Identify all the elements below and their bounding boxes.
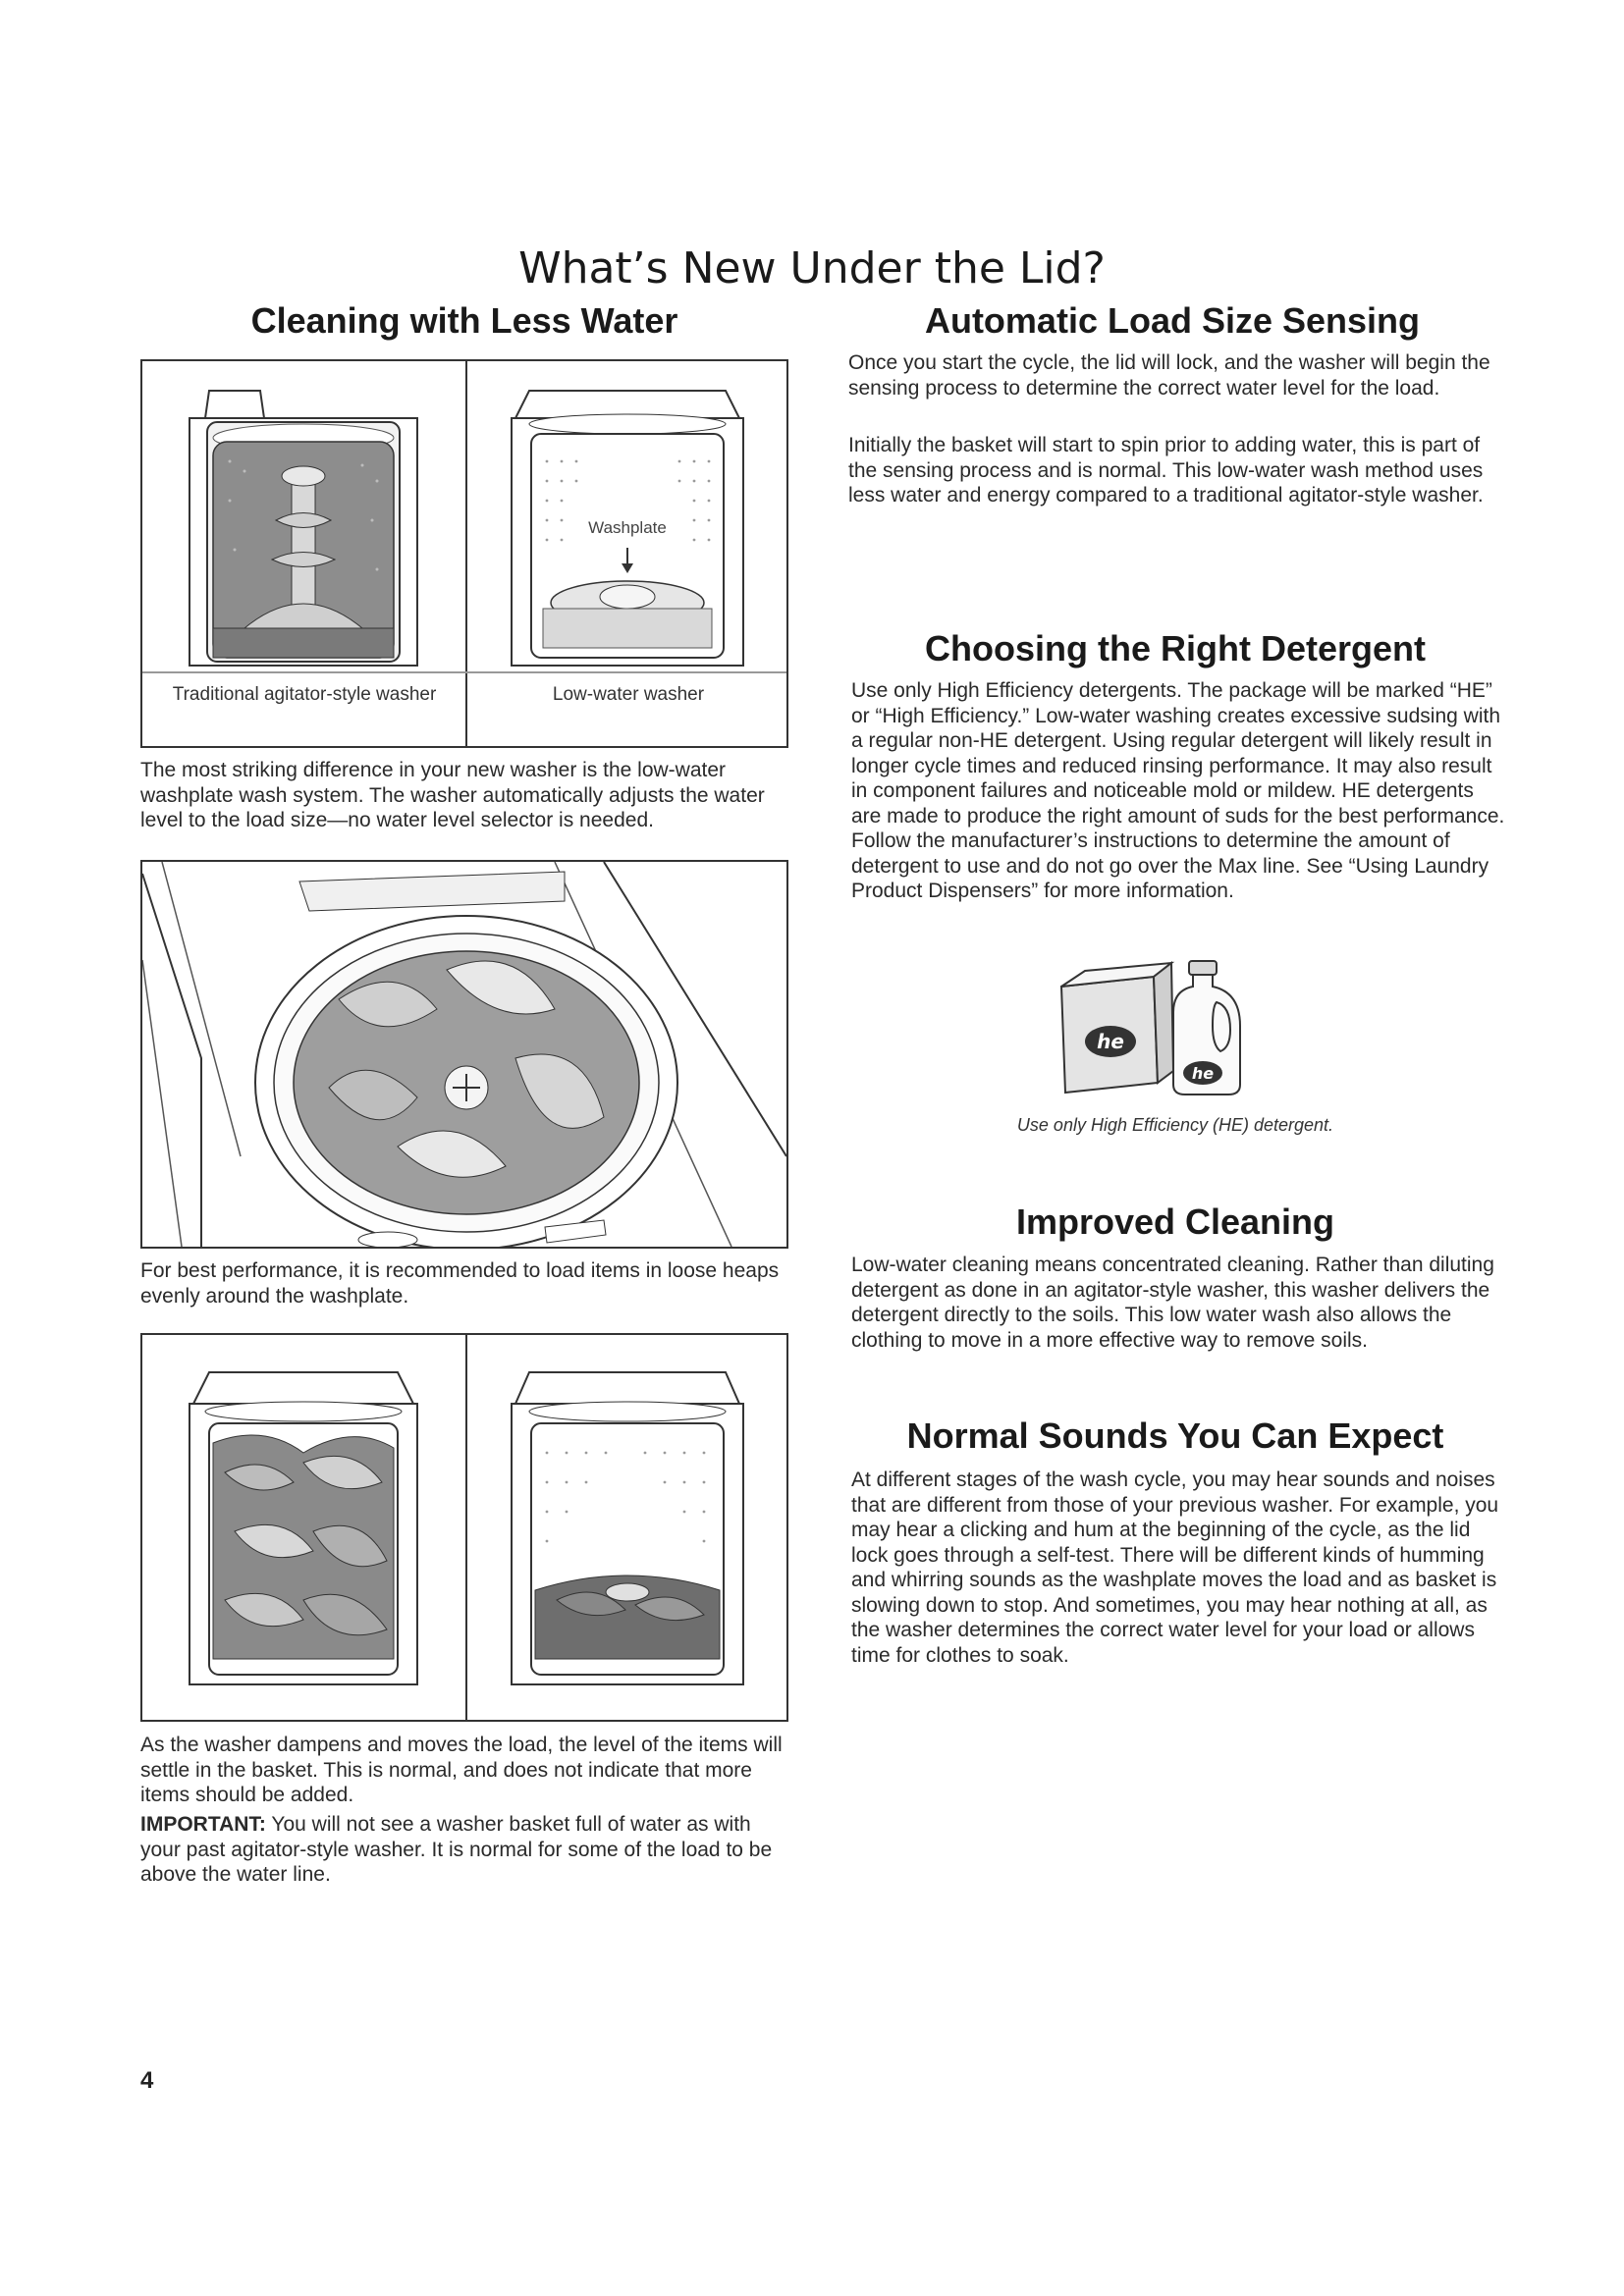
paragraph-washplate-system: The most striking difference in your new washer is the low-water washplate wash system. The washer automatically adjusts the water level to the load size—no water level selector is needed. [140,759,765,831]
washer-settled-load-illustration [508,1364,747,1688]
figure-washer-comparison [140,359,788,748]
he-bottle-logo-text: he [1191,1064,1215,1083]
section-heading-load-sensing: Automatic Load Size Sensing [924,300,1421,341]
caption-low-water-washer: Low-water washer [552,684,705,705]
section-heading-improved-cleaning: Improved Cleaning [1015,1201,1335,1242]
paragraph-normal-sounds: At different stages of the wash cycle, you may hear sounds and noises that are different from those of your previous washer. For example, you may hear a clicking and hum at the beginning of the cycle, as the lid lock goes through a self-test. There will be different kinds of humming and whirring sounds as the washplate moves the load and as basket is slowing down to stop. And sometimes, you may hear nothing at all, as the washer determines the correct water level for your load or allows time for clothes to soak. [851,1468,1499,1667]
section-heading-less-water: Cleaning with Less Water [250,300,678,341]
caption-he-detergent: Use only High Efficiency (HE) detergent. [1016,1115,1334,1135]
caption-traditional-washer: Traditional agitator-style washer [172,684,437,705]
loaded-washer-illustration [142,862,786,1247]
figure-loading-washplate [140,860,788,1249]
page-title: What’s New Under the Lid? [518,243,1106,294]
figure-load-settling [140,1333,788,1722]
paragraph-load-settles: As the washer dampens and moves the load, the level of the items will settle in the basket. This is normal, and does not indicate that more items should be added. [140,1734,783,1806]
page-number: 4 [140,2067,154,2094]
paragraph-sensing-2: Initially the basket will start to spin prior to adding water, this is part of the sensing process and is normal. This low-water wash method uses less water and energy compared to a traditional agitator-style washer. [848,434,1484,507]
section-heading-detergent: Choosing the Right Detergent [925,628,1426,668]
agitator-washer-illustration [186,383,421,667]
washplate-label: Washplate [571,518,683,538]
important-label: IMPORTANT: [140,1813,266,1836]
paragraph-improved-cleaning: Low-water cleaning means concentrated cleaning. Rather than diluting detergent as done in an agitator-style washer, this washer delivers the detergent directly to the soils. This low water wash also allows the clothing to move in a more effective way to remove soils. [851,1254,1494,1352]
paragraph-detergent: Use only High Efficiency detergents. The package will be marked “HE” or “High Efficiency.” Low-water washing creates excessive sudsing with a regular non-HE detergent. Using regular detergent will likely result in longer cycle times and reduced rinsing performance. It may also result in component failures and noticeable mold or mildew. HE detergents are made to produce the right amount of suds for the best performance. Follow the manufacturer’s instructions to determine the amount of detergent to use and do not go over the Max line. See “Using Laundry Product Dispensers” for more information. [851,679,1505,902]
section-heading-normal-sounds: Normal Sounds You Can Expect [906,1415,1444,1456]
paragraph-important-note [140,1812,792,1888]
he-box-logo-text: he [1097,1030,1124,1053]
he-detergent-illustration [1056,957,1252,1096]
paragraph-loading-tip: For best performance, it is recommended to load items in loose heaps evenly around the washplate. [140,1259,780,1308]
important-text: You will not see a washer basket full of water as with your past agitator-style washer. It is normal for some of the load to be above the water line. [140,1813,773,1886]
paragraph-sensing-1: Once you start the cycle, the lid will lock, and the washer will begin the sensing process to determine the correct water level for the load. [848,351,1490,400]
washer-full-load-illustration [186,1364,421,1688]
